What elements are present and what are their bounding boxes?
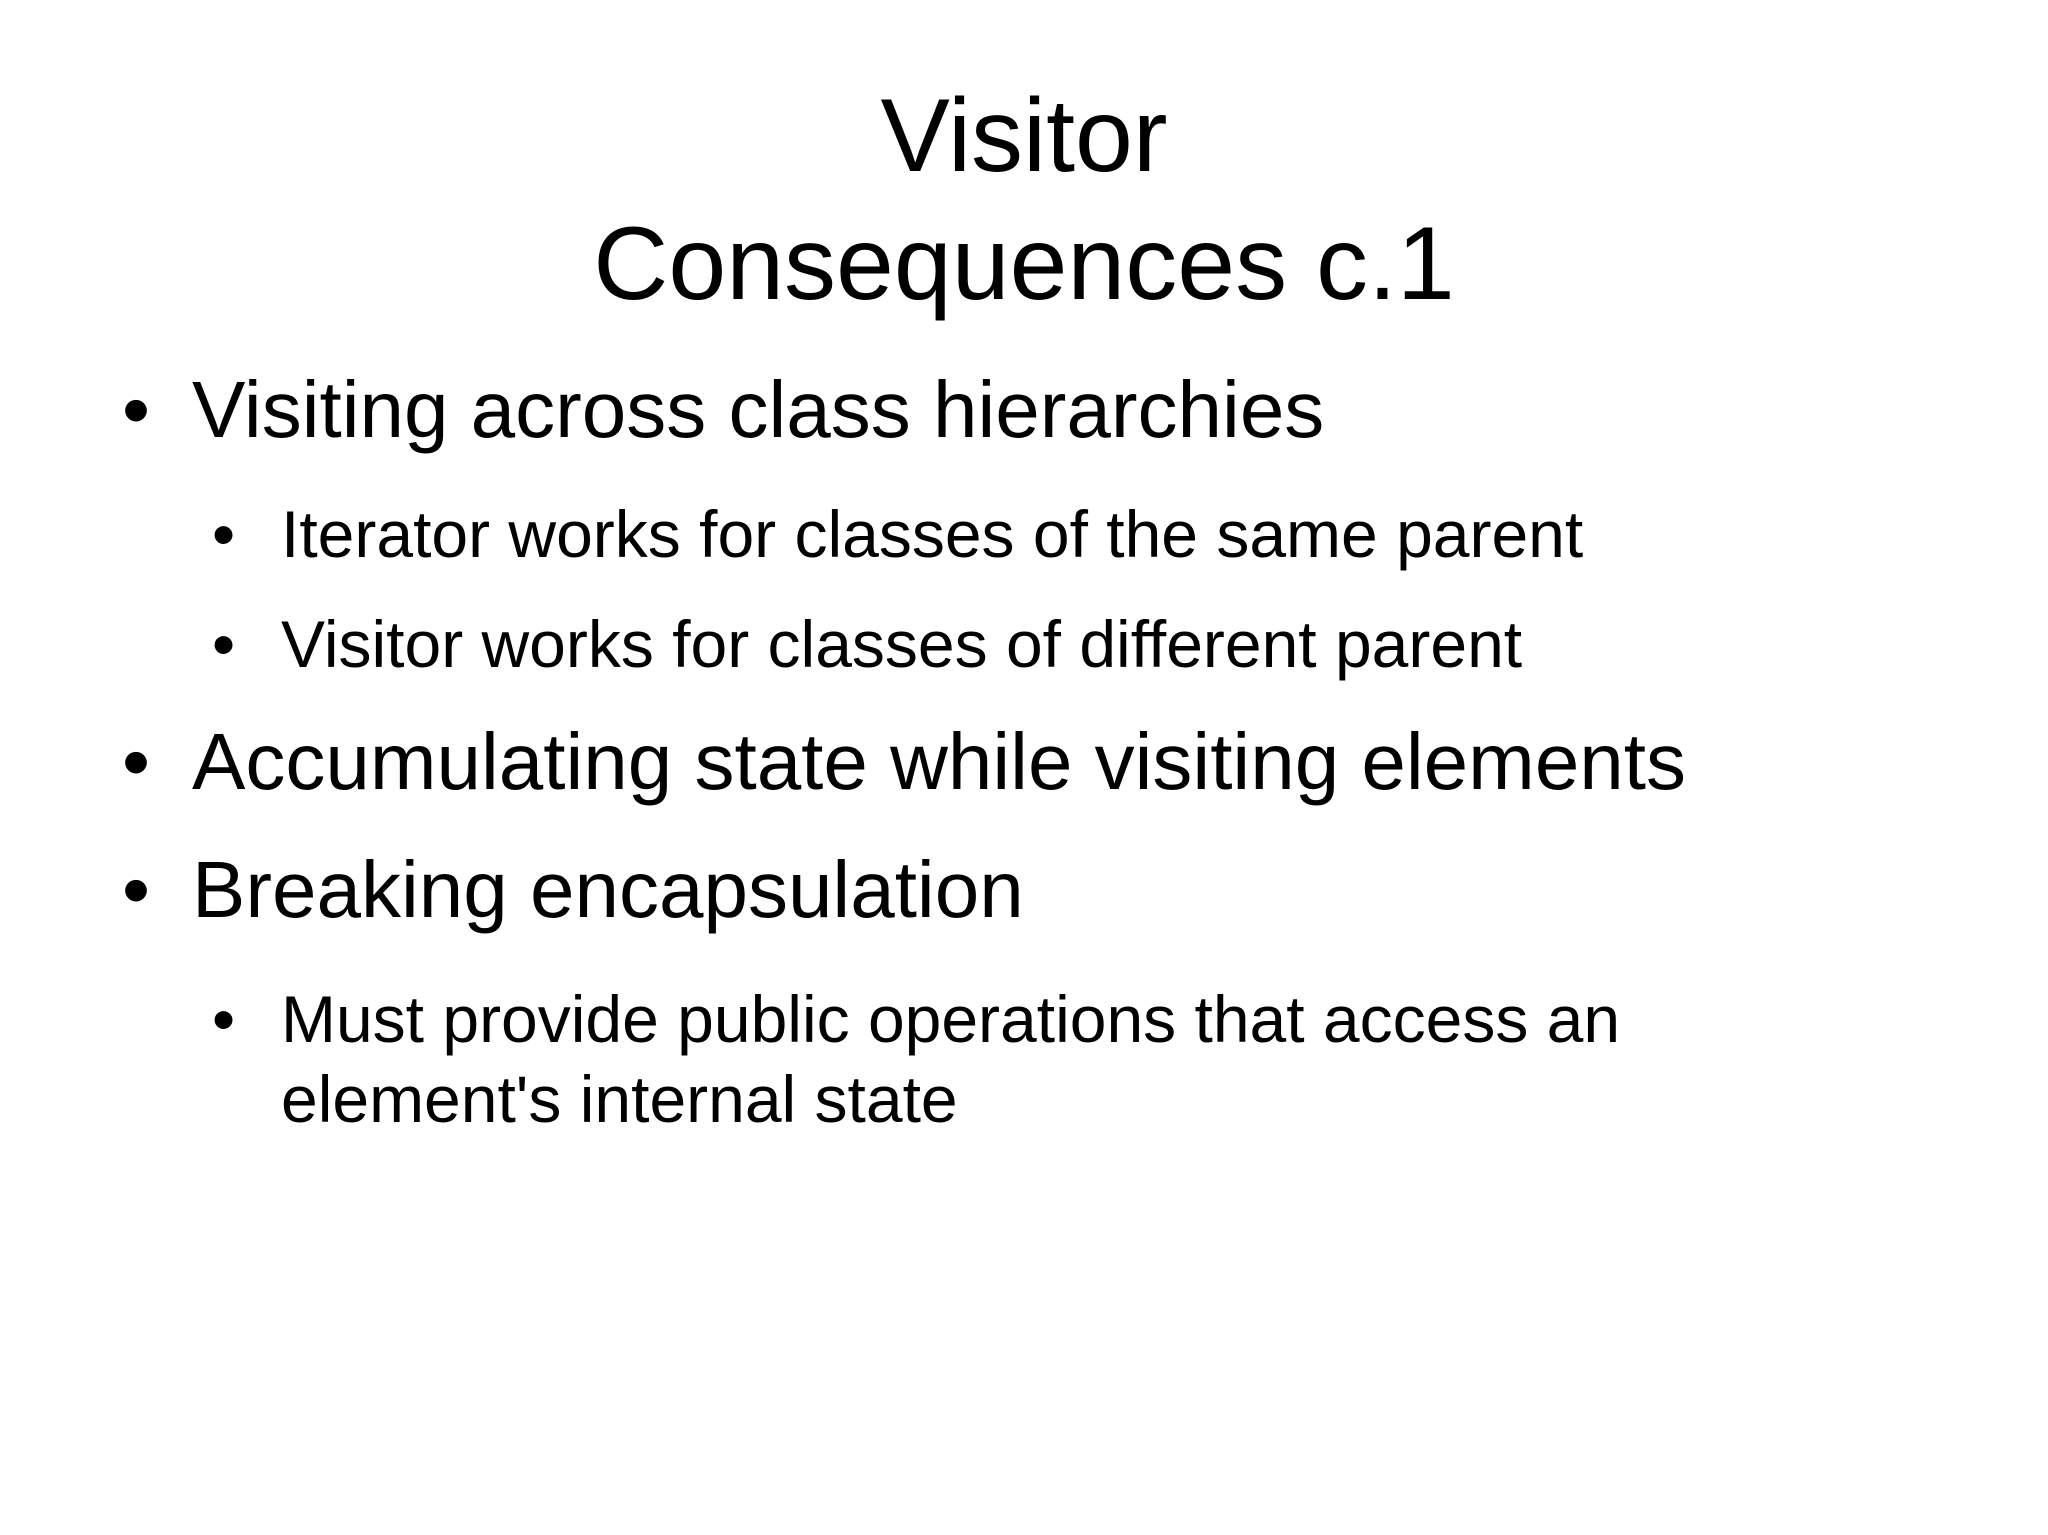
- bullet-text: Visiting across class hierarchies: [192, 365, 1325, 454]
- sub-bullet-text: Visitor works for classes of different parent: [281, 607, 1523, 681]
- sub-bullet-text: Iterator works for classes of the same parent: [281, 497, 1584, 571]
- bullet-text: Accumulating state while visiting elements: [192, 717, 1687, 806]
- title-line-1: Visitor: [880, 78, 1168, 194]
- bullet-dot-icon: •: [212, 607, 236, 681]
- bullet-dot-icon: •: [122, 845, 151, 934]
- sub-bullet-text: Must provide public operations that access an element's internal state: [281, 982, 1621, 1136]
- title-line-2: Consequences c.1: [593, 206, 1455, 322]
- bullet-dot-icon: •: [122, 717, 151, 806]
- bullet-text: Breaking encapsulation: [192, 845, 1024, 934]
- bullet-dot-icon: •: [122, 365, 151, 454]
- bullet-dot-icon: •: [212, 497, 236, 571]
- bullet-dot-icon: •: [212, 982, 236, 1056]
- slide-title: [0, 72, 2048, 328]
